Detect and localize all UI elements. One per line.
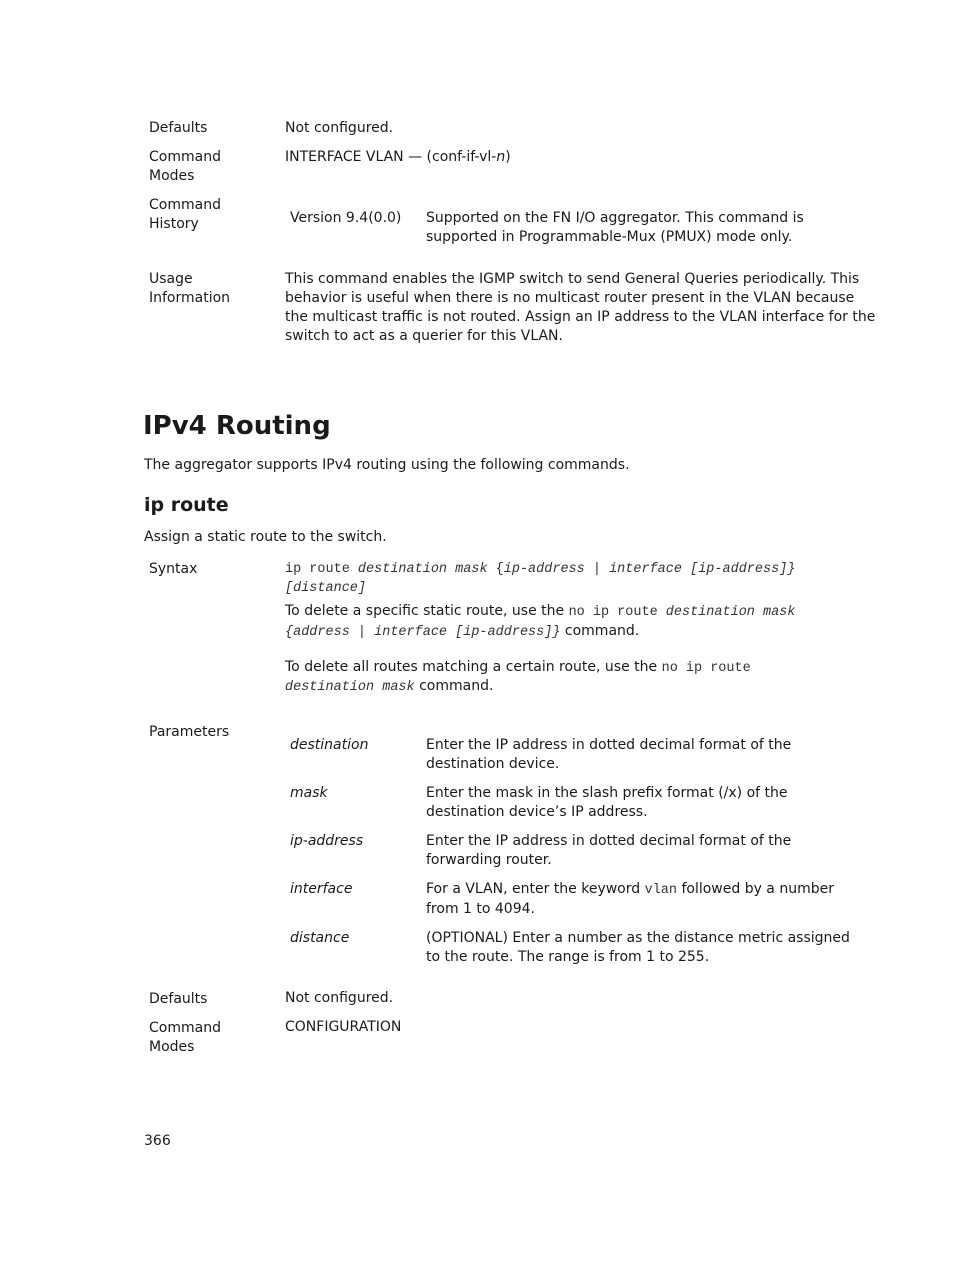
usage-information-label: Usage Information xyxy=(149,271,231,306)
usage-information-text: This command enables the IGMP switch to send General Queries periodically. This behavior is useful when there is no multicast router present in the VLAN because the multicast traffic is not routed. Assign an IP address to the VLAN interface for the switch to act as a querier for this VLAN. xyxy=(285,271,876,344)
syntax-label: Syntax xyxy=(149,561,198,577)
command-modes-value-2: CONFIGURATION xyxy=(285,1019,402,1035)
command-modes-label-2: Command Modes xyxy=(149,1020,221,1055)
param-desc-destination: Enter the IP address in dotted decimal format of the destination device. xyxy=(426,737,792,772)
param-desc-ip-address: Enter the IP address in dotted decimal format of the forwarding router. xyxy=(426,833,792,868)
param-name-interface: interface xyxy=(290,881,353,897)
delete-specific-route-text: To delete a specific static route, use the no ip route destination mask xyxy=(285,603,796,620)
command-modes-label: Command Modes xyxy=(149,149,221,184)
syntax-line-2: [distance] xyxy=(285,581,367,596)
syntax-line: ip route destination mask {ip-address | interface [ip-address]} xyxy=(285,562,796,577)
param-name-distance: distance xyxy=(290,930,350,946)
param-name-mask: mask xyxy=(290,785,328,801)
delete-all-routes-text-2: destination mask command. xyxy=(285,678,494,695)
param-desc-interface: For a VLAN, enter the keyword vlan followed by a number from 1 to 4094. xyxy=(426,881,834,917)
param-desc-mask: Enter the mask in the slash prefix format (/x) of the destination device’s IP address. xyxy=(426,785,788,820)
defaults-label: Defaults xyxy=(149,120,208,136)
param-name-ip-address: ip-address xyxy=(290,833,364,849)
parameters-label: Parameters xyxy=(149,724,230,740)
section-intro: The aggregator supports IPv4 routing using the following commands. xyxy=(144,457,630,473)
defaults-value: Not configured. xyxy=(285,120,394,136)
command-title: ip route xyxy=(144,494,229,516)
command-description: Assign a static route to the switch. xyxy=(144,529,387,545)
param-desc-distance: (OPTIONAL) Enter a number as the distance metric assigned to the route. The range is from 1 to 255. xyxy=(426,930,850,965)
delete-all-routes-text: To delete all routes matching a certain route, use the no ip route xyxy=(285,659,751,676)
history-version: Version 9.4(0.0) xyxy=(290,210,402,226)
page-number: 366 xyxy=(144,1133,171,1149)
command-defaults-value: Not configured. xyxy=(285,990,394,1006)
history-description: Supported on the FN I/O aggregator. This command is supported in Programmable-Mux (PMUX) mode only. xyxy=(426,210,804,245)
command-history-label: Command History xyxy=(149,197,221,232)
param-name-destination: destination xyxy=(290,737,369,753)
command-defaults-label: Defaults xyxy=(149,991,208,1007)
delete-specific-route-text-2: {address | interface [ip-address]} command. xyxy=(285,623,640,640)
command-modes-value: INTERFACE VLAN — (conf-if-vl-n) xyxy=(285,149,511,165)
section-title: IPv4 Routing xyxy=(143,411,331,441)
